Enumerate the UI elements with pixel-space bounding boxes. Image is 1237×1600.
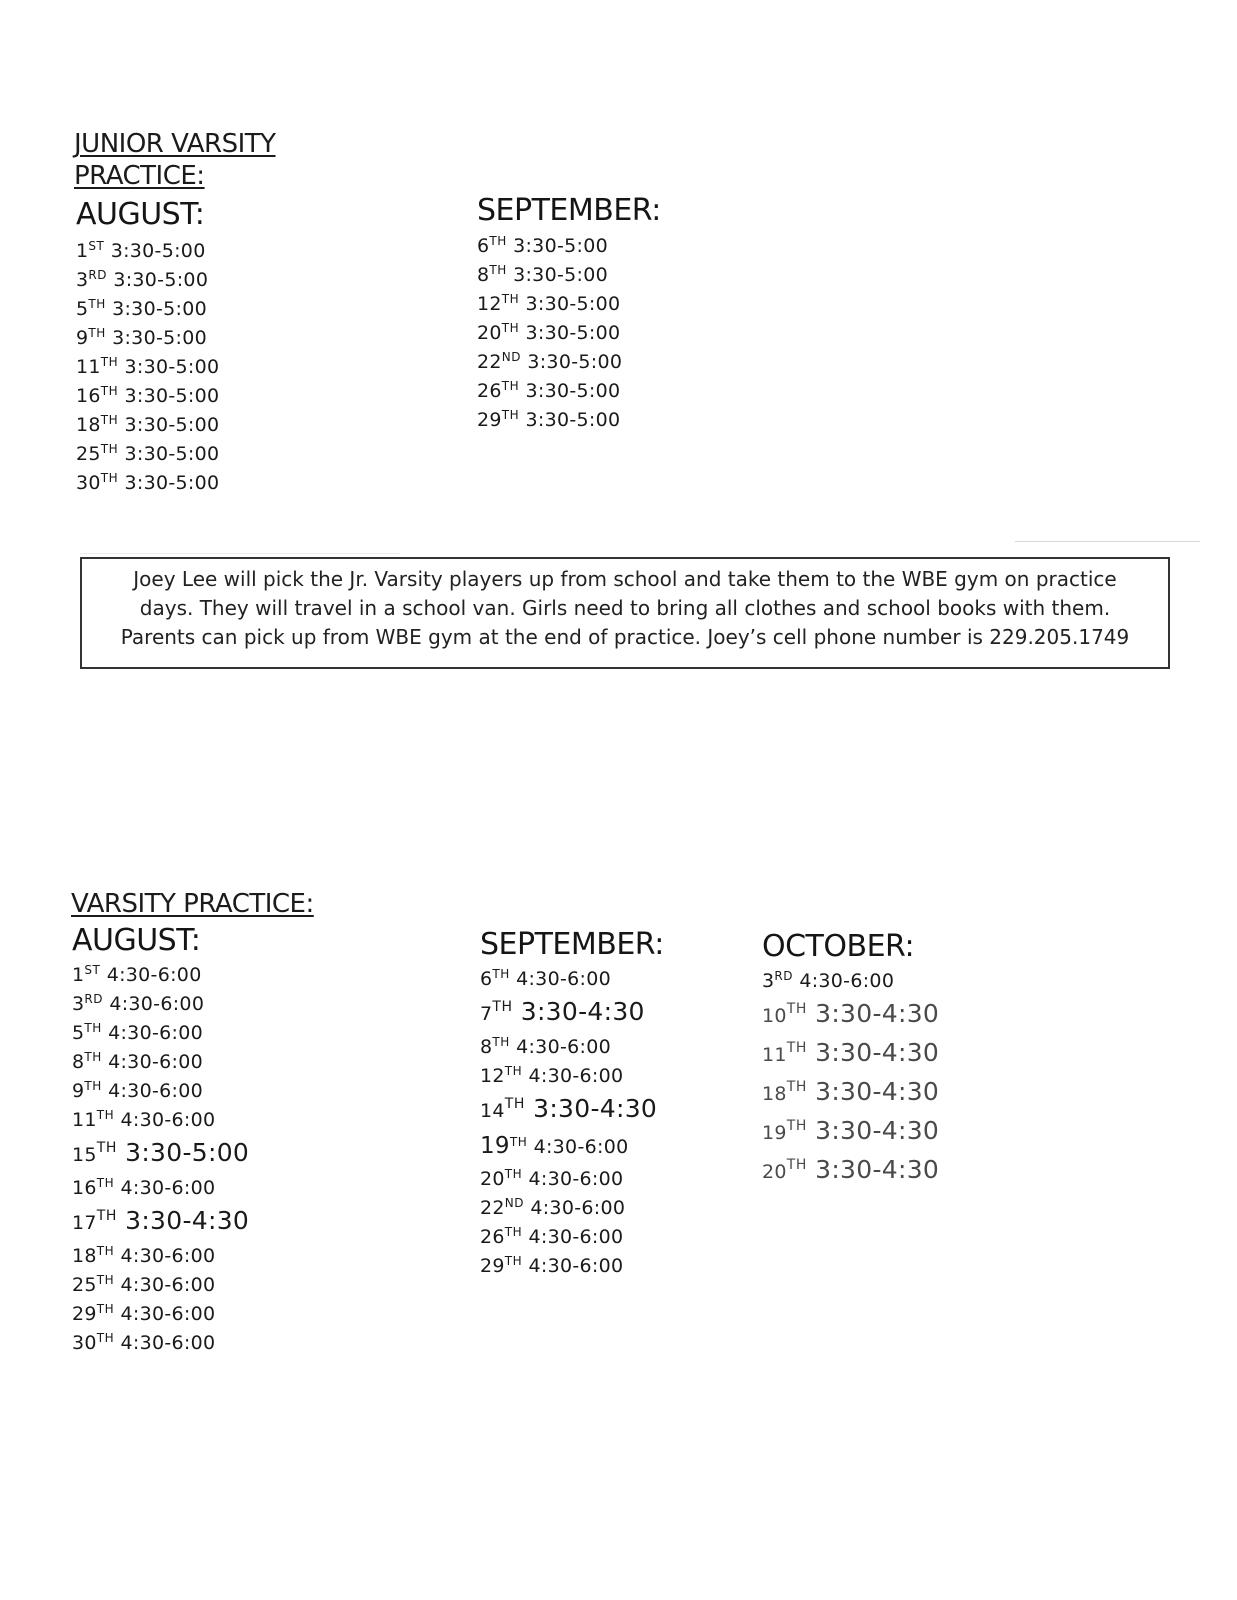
varsity-october-list xyxy=(762,964,939,1188)
list-item: 15TH 3:30-5:00 xyxy=(72,1138,250,1167)
list-item: 19TH 3:30-4:30 xyxy=(762,1116,940,1145)
list-item: 17TH 3:30-4:30 xyxy=(72,1206,250,1235)
list-item: 25TH 4:30-6:00 xyxy=(72,1273,216,1296)
list-item: 7TH 3:30-4:30 xyxy=(480,997,645,1026)
list-item: 18TH 4:30-6:00 xyxy=(72,1244,216,1267)
list-item: 9TH 3:30-5:00 xyxy=(76,326,207,349)
jv-september-heading: SEPTEMBER: xyxy=(477,193,661,228)
list-item: 8TH 4:30-6:00 xyxy=(72,1050,203,1073)
varsity-september-column xyxy=(480,928,664,1278)
varsity-october-heading: OCTOBER: xyxy=(762,929,915,964)
varsity-october-column xyxy=(762,930,939,1188)
list-item: 3RD 3:30-5:00 xyxy=(76,268,209,291)
list-item: 29TH 3:30-5:00 xyxy=(477,408,621,431)
transport-notice-box xyxy=(80,557,1170,669)
list-item: 11TH 4:30-6:00 xyxy=(72,1108,216,1131)
scan-line xyxy=(80,553,400,554)
list-item: 26TH 3:30-5:00 xyxy=(477,379,621,402)
jv-september-list xyxy=(477,229,661,432)
notice-line-3: Parents can pick up from WBE gym at the end of practice. Joey’s cell phone number is 229.205.1749 xyxy=(120,625,1130,649)
list-item: 5TH 4:30-6:00 xyxy=(72,1021,203,1044)
list-item: 9TH 4:30-6:00 xyxy=(72,1079,203,1102)
list-item: 11TH 3:30-5:00 xyxy=(76,355,220,378)
list-item: 20TH 4:30-6:00 xyxy=(480,1167,624,1190)
scan-line xyxy=(1015,541,1200,542)
list-item: 6TH 3:30-5:00 xyxy=(477,234,608,257)
list-item: 20TH 3:30-5:00 xyxy=(477,321,621,344)
jv-august-column xyxy=(76,198,219,495)
varsity-september-heading: SEPTEMBER: xyxy=(480,927,664,962)
list-item: 18TH 3:30-5:00 xyxy=(76,413,220,436)
list-item: 26TH 4:30-6:00 xyxy=(480,1225,624,1248)
list-item: 22ND 4:30-6:00 xyxy=(480,1196,626,1219)
jv-title-line1: JUNIOR VARSITY xyxy=(74,129,276,159)
list-item: 8TH 4:30-6:00 xyxy=(480,1035,611,1058)
list-item: 6TH 4:30-6:00 xyxy=(480,967,611,990)
list-item: 29TH 4:30-6:00 xyxy=(480,1254,624,1277)
varsity-august-heading: AUGUST: xyxy=(72,923,201,958)
list-item: 29TH 4:30-6:00 xyxy=(72,1302,216,1325)
varsity-august-list xyxy=(72,958,249,1355)
varsity-august-column xyxy=(72,924,249,1355)
list-item: 25TH 3:30-5:00 xyxy=(76,442,220,465)
list-item: 22ND 3:30-5:00 xyxy=(477,350,623,373)
list-item: 16TH 4:30-6:00 xyxy=(72,1176,216,1199)
notice-line-1: Joey Lee will pick the Jr. Varsity players up from school and take them to the WBE gym on practice xyxy=(133,567,1117,591)
list-item: 20TH 3:30-4:30 xyxy=(762,1155,940,1184)
list-item: 16TH 3:30-5:00 xyxy=(76,384,220,407)
list-item: 3RD 4:30-6:00 xyxy=(72,992,205,1015)
list-item: 30TH 3:30-5:00 xyxy=(76,471,220,494)
jv-section-title xyxy=(74,128,276,192)
list-item: 30TH 4:30-6:00 xyxy=(72,1331,216,1354)
list-item: 1ST 4:30-6:00 xyxy=(72,963,202,986)
list-item: 11TH 3:30-4:30 xyxy=(762,1038,940,1067)
list-item: 1ST 3:30-5:00 xyxy=(76,239,206,262)
jv-september-column xyxy=(477,194,661,432)
varsity-september-list xyxy=(480,962,664,1278)
list-item: 12TH 3:30-5:00 xyxy=(477,292,621,315)
list-item: 19TH 4:30-6:00 xyxy=(480,1133,629,1159)
varsity-section-title: VARSITY PRACTICE: xyxy=(71,889,314,919)
list-item: 5TH 3:30-5:00 xyxy=(76,297,207,320)
list-item: 12TH 4:30-6:00 xyxy=(480,1064,624,1087)
list-item: 3RD 4:30-6:00 xyxy=(762,969,895,992)
jv-august-heading: AUGUST: xyxy=(76,197,205,232)
list-item: 18TH 3:30-4:30 xyxy=(762,1077,940,1106)
list-item: 8TH 3:30-5:00 xyxy=(477,263,608,286)
notice-line-2: days. They will travel in a school van. Girls need to bring all clothes and school books with them. xyxy=(139,596,1111,620)
list-item: 10TH 3:30-4:30 xyxy=(762,999,940,1028)
jv-title-line2: PRACTICE: xyxy=(74,161,205,191)
list-item: 14TH 3:30-4:30 xyxy=(480,1094,658,1123)
jv-august-list xyxy=(76,234,219,495)
